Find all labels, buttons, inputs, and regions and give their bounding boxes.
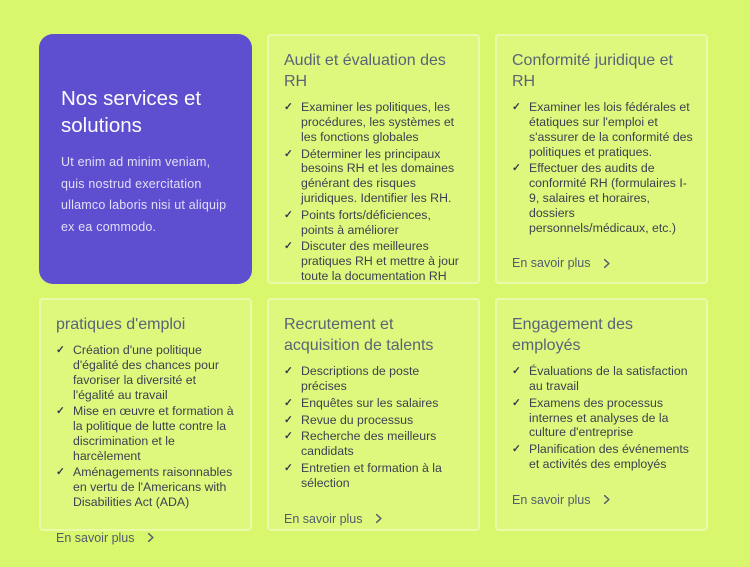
learn-more-label: En savoir plus bbox=[284, 511, 363, 526]
service-card-pratiques-emploi bbox=[39, 298, 252, 545]
item-text: Descriptions de poste précises bbox=[301, 364, 420, 394]
check-icon: ✓ bbox=[284, 240, 293, 253]
check-icon: ✓ bbox=[284, 396, 293, 409]
item-text: Examiner les lois fédérales et étatiques sur l'emploi et s'assurer de la conformité des politiques et pratiques. bbox=[529, 100, 693, 159]
check-icon: ✓ bbox=[56, 466, 65, 479]
service-card-engagement bbox=[495, 298, 708, 531]
checklist bbox=[56, 343, 237, 512]
learn-more-label: En savoir plus bbox=[512, 492, 591, 507]
learn-more-label: En savoir plus bbox=[512, 256, 591, 271]
check-icon: ✓ bbox=[284, 413, 293, 426]
checklist-item bbox=[284, 364, 465, 394]
card-title: Engagement des employés bbox=[512, 316, 633, 355]
checklist-item bbox=[512, 100, 693, 159]
checklist bbox=[512, 100, 693, 237]
check-icon: ✓ bbox=[284, 101, 293, 114]
item-text: Mise en œuvre et formation à la politique de lutte contre la discrimination et le harcèlement bbox=[73, 404, 234, 463]
checklist-item bbox=[56, 404, 237, 463]
checklist-item bbox=[512, 442, 693, 472]
item-text: Effectuer des audits de conformité RH (formulaires I-9, salaires et horaires, dossiers personnels/médicaux, etc.) bbox=[529, 161, 687, 235]
checklist-item bbox=[56, 343, 237, 402]
check-icon: ✓ bbox=[284, 208, 293, 221]
checklist-item bbox=[284, 413, 465, 428]
learn-more-link[interactable] bbox=[284, 512, 465, 526]
check-icon: ✓ bbox=[56, 344, 65, 357]
checklist-item bbox=[56, 465, 237, 509]
service-card-recrutement bbox=[267, 298, 480, 531]
item-text: Aménagements raisonnables en vertu de l'Americans with Disabilities Act (ADA) bbox=[73, 465, 233, 510]
learn-more-link[interactable] bbox=[512, 256, 693, 270]
check-icon: ✓ bbox=[56, 405, 65, 418]
item-text: Examens des processus internes et analyses de la culture d'entreprise bbox=[529, 395, 669, 440]
card-title: Audit et évaluation des RH bbox=[284, 52, 446, 91]
check-icon: ✓ bbox=[512, 101, 521, 114]
check-icon: ✓ bbox=[512, 443, 521, 456]
item-text: Planification des événements et activités des employés bbox=[529, 442, 689, 471]
checklist bbox=[284, 364, 465, 492]
service-card-audit bbox=[267, 34, 480, 284]
checklist-item bbox=[284, 147, 465, 206]
check-icon: ✓ bbox=[284, 365, 293, 378]
card-title: Conformité juridique et RH bbox=[512, 52, 673, 91]
check-icon: ✓ bbox=[512, 365, 521, 378]
service-card-conformite bbox=[495, 34, 708, 284]
item-text: Déterminer les principaux besoins RH et les domaines générant des risques juridiques. Identifier les RH. bbox=[301, 146, 455, 205]
item-text: Points forts/déficiences, points à améliorer bbox=[301, 207, 431, 237]
item-text: Entretien et formation à la sélection bbox=[301, 461, 442, 490]
learn-more-link[interactable] bbox=[512, 493, 693, 507]
card-title: pratiques d'emploi bbox=[56, 316, 186, 333]
checklist-item bbox=[284, 208, 465, 238]
chevron-right-icon bbox=[601, 258, 612, 269]
hero-description: Ut enim ad minim veniam, quis nostrud exercitation ullamco laboris nisi ut aliquip ex ea commodo. bbox=[61, 155, 227, 234]
checklist bbox=[284, 100, 465, 286]
check-icon: ✓ bbox=[284, 147, 293, 160]
card-title: Recrutement et acquisition de talents bbox=[284, 316, 434, 355]
checklist-item bbox=[284, 396, 465, 411]
item-text: Création d'une politique d'égalité des chances pour favoriser la diversité et l'égalité au travail bbox=[73, 343, 219, 402]
item-text: Recherche des meilleurs candidats bbox=[301, 429, 437, 459]
checklist-item bbox=[284, 239, 465, 283]
checklist-item bbox=[512, 364, 693, 394]
checklist-item bbox=[284, 100, 465, 144]
hero-title: Nos services et solutions bbox=[61, 87, 202, 137]
check-icon: ✓ bbox=[284, 430, 293, 443]
check-icon: ✓ bbox=[512, 162, 521, 175]
chevron-right-icon bbox=[601, 494, 612, 505]
check-icon: ✓ bbox=[284, 462, 293, 474]
item-text: Enquêtes sur les salaires bbox=[301, 395, 439, 410]
check-icon: ✓ bbox=[512, 396, 521, 409]
chevron-right-icon bbox=[373, 513, 384, 524]
checklist-item bbox=[284, 429, 465, 459]
learn-more-link[interactable] bbox=[56, 531, 237, 545]
chevron-right-icon bbox=[145, 532, 156, 543]
checklist-item bbox=[512, 161, 693, 235]
learn-more-label: En savoir plus bbox=[56, 530, 135, 545]
item-text: Revue du processus bbox=[301, 412, 414, 427]
checklist bbox=[512, 364, 693, 474]
checklist-item bbox=[512, 396, 693, 440]
item-text: Examiner les politiques, les procédures, les systèmes et les fonctions globales bbox=[301, 100, 455, 144]
item-text: Discuter des meilleures pratiques RH et mettre à jour toute la documentation RH bbox=[301, 239, 459, 283]
checklist-item bbox=[284, 461, 465, 491]
hero-card bbox=[39, 34, 252, 284]
item-text: Évaluations de la satisfaction au travail bbox=[529, 364, 688, 394]
